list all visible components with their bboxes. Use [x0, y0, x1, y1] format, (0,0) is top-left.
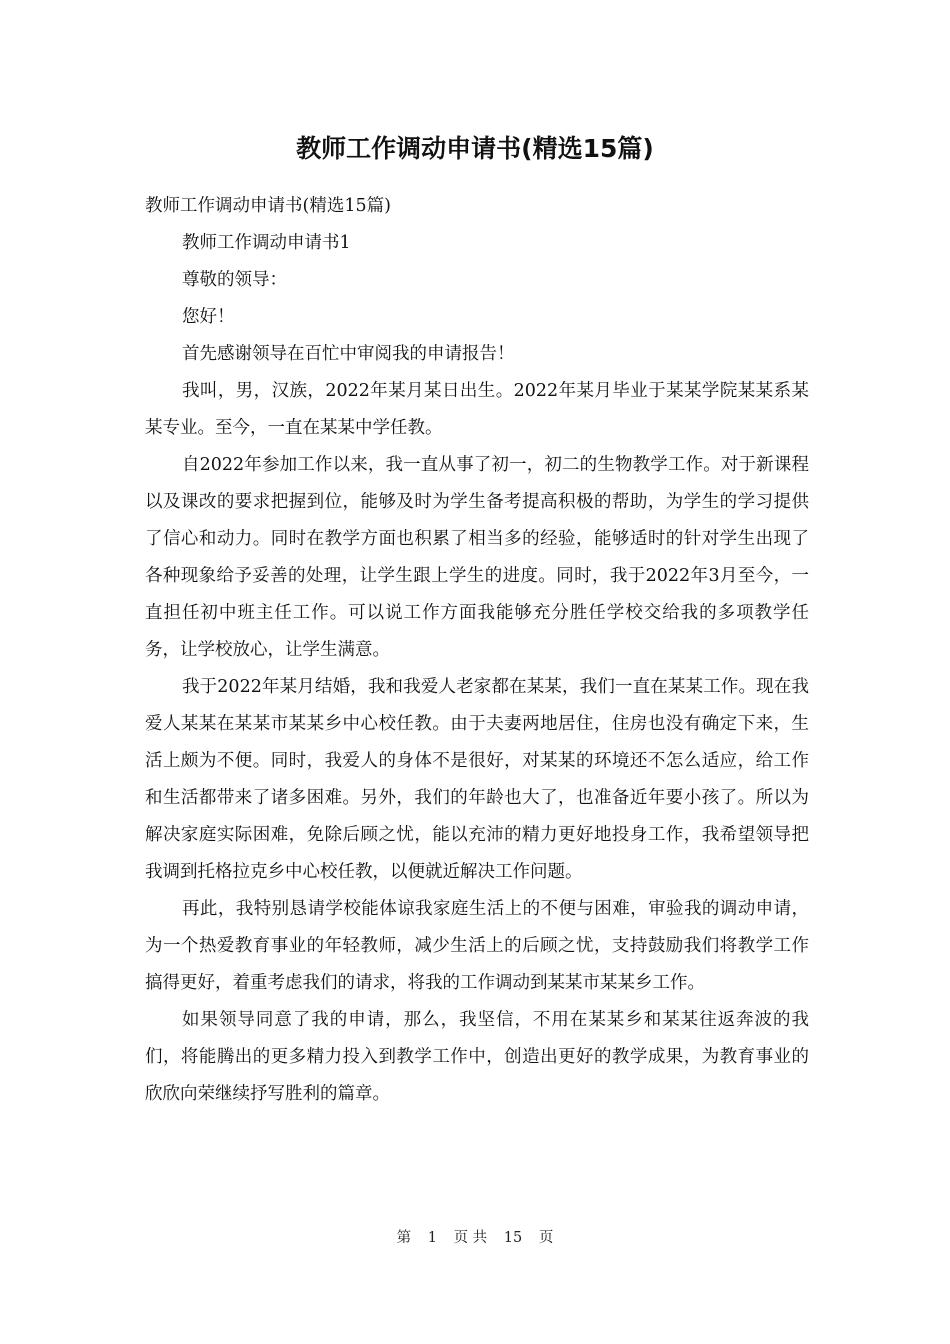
- document-title: 教师工作调动申请书(精选15篇): [296, 134, 654, 163]
- footer-label-of: 页 共: [453, 1230, 488, 1246]
- salutation: 尊敬的领导：: [182, 270, 287, 290]
- body-paragraph: 自2022年参加工作以来，我一直从事了初一，初二的生物教学工作。对于新课程以及课改的要求把握到位，能够及时为学生备考提高积极的帮助，为学生的学习提供了信心和动力。同时在教学方面也积累了相当多的经验，能够适时的针对学生出现了各种现象给予妥善的处理，让学生跟上学生的进度。同时，我于2022年3月至今，一直担任初中班主任工作。可以说工作方面我能够充分胜任学校交给我的多项教学任务，让学校放心，让学生满意。: [145, 455, 809, 660]
- body-paragraph: 如果领导同意了我的申请，那么，我坚信，不用在某某乡和某某往返奔波的我们，将能腾出的更多精力投入到教学工作中，创造出更好的教学成果，为教育事业的欣欣向荣继续抒写胜利的篇章。: [145, 1010, 809, 1104]
- footer-total-pages: 15: [503, 1230, 523, 1246]
- footer-label-pages: 页: [538, 1230, 554, 1246]
- greeting: 您好！: [182, 307, 235, 327]
- document-subtitle: 教师工作调动申请书(精选15篇): [145, 196, 391, 216]
- body-paragraph: 首先感谢领导在百忙中审阅我的申请报告！: [182, 344, 515, 364]
- document-body: [145, 188, 809, 1113]
- footer-current-page: 1: [427, 1230, 437, 1246]
- body-paragraph: 再此，我特别恳请学校能体谅我家庭生活上的不便与困难，审验我的调动申请，为一个热爱教育事业的年轻教师，减少生活上的后顾之忧，支持鼓励我们将教学工作搞得更好，着重考虑我们的请求，将我的工作调动到某某市某某乡工作。: [145, 899, 809, 993]
- body-paragraph: 我于2022年某月结婚，我和我爱人老家都在某某，我们一直在某某工作。现在我爱人某某在某某市某某乡中心校任教。由于夫妻两地居住，住房也没有确定下来，生活上颇为不便。同时，我爱人的身体不是很好，对某某的环境还不怎么适应，给工作和生活都带来了诸多困难。另外，我们的年龄也大了，也准备近年要小孩了。所以为解决家庭实际困难，免除后顾之忧，能以充沛的精力更好地投身工作，我希望领导把我调到托格拉克乡中心校任教，以便就近解决工作问题。: [145, 677, 809, 882]
- body-paragraph: 我叫，男，汉族，2022年某月某日出生。2022年某月毕业于某某学院某某系某某专业。至今，一直在某某中学任教。: [145, 381, 809, 438]
- page-footer: [0, 1224, 950, 1252]
- footer-label-page: 第: [396, 1230, 412, 1246]
- section-heading: 教师工作调动申请书1: [182, 233, 351, 253]
